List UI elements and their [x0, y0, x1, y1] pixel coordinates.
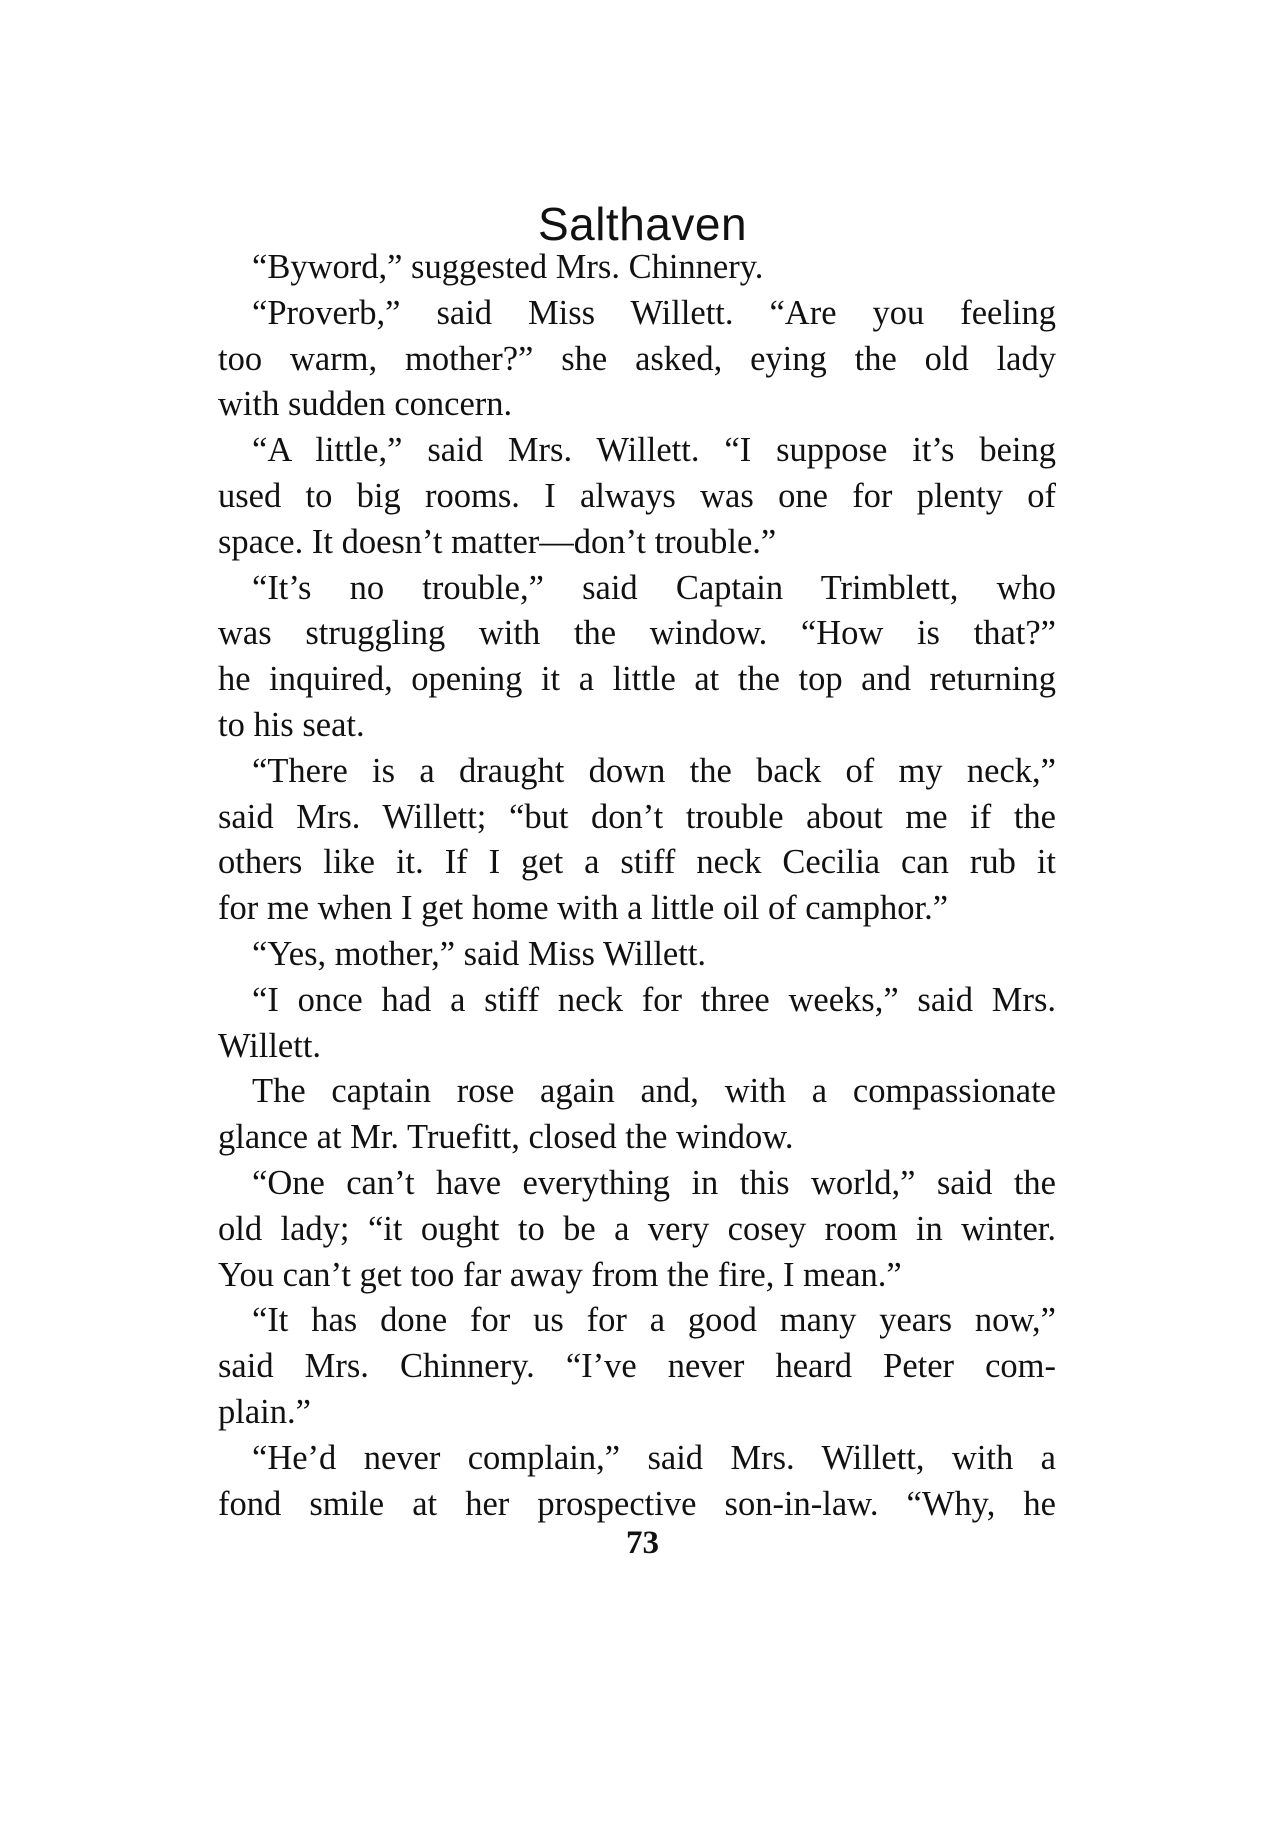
text-line: “A little,” said Mrs. Willett. “I suppose it’s being	[252, 431, 1056, 470]
text-line: “He’d never complain,” said Mrs. Willett, with a	[252, 1438, 1056, 1477]
text-line: “It’s no trouble,” said Captain Trimblett, who	[252, 568, 1056, 607]
text-line: for me when I get home with a little oil of camphor.”	[218, 889, 949, 928]
text-line: space. It doesn’t matter—don’t trouble.”	[218, 522, 777, 561]
paragraph	[218, 978, 1056, 1070]
text-line: “Byword,” suggested Mrs. Chinnery.	[252, 248, 764, 286]
text-line: “It has done for us for a good many years now,”	[252, 1301, 1056, 1340]
paragraph	[218, 245, 1056, 291]
text-line: others like it. If I get a stiff neck Cecilia can rub it	[218, 843, 1056, 882]
text-line: to his seat.	[218, 705, 365, 744]
text-line: glance at Mr. Truefitt, closed the window.	[218, 1118, 794, 1157]
paragraph	[218, 1161, 1056, 1298]
text-line: Willett.	[218, 1026, 322, 1065]
paragraph	[218, 1436, 1056, 1528]
text-line: “One can’t have everything in this world,” said the	[252, 1163, 1056, 1202]
text-line: with sudden concern.	[218, 385, 513, 424]
text-line: “Proverb,” said Miss Willett. “Are you feeling	[252, 293, 1056, 332]
text-line: old lady; “it ought to be a very cosey room in winter.	[218, 1209, 1056, 1248]
text-line: plain.”	[218, 1392, 311, 1431]
text-line: said Mrs. Chinnery. “I’ve never heard Peter com-	[218, 1347, 1056, 1386]
paragraph	[218, 566, 1056, 749]
text-line: he inquired, opening it a little at the top and returning	[218, 660, 1056, 699]
text-line: “I once had a stiff neck for three weeks,” said Mrs.	[252, 980, 1056, 1019]
paragraph	[218, 932, 1056, 978]
body-text	[218, 245, 1056, 1527]
text-line: used to big rooms. I always was one for plenty of	[218, 476, 1056, 515]
text-line: The captain rose again and, with a compassionate	[252, 1072, 1056, 1111]
page-number: 73	[626, 1525, 659, 1561]
paragraph	[218, 428, 1056, 565]
paragraph	[218, 1298, 1056, 1435]
running-head: Salthaven	[537, 198, 748, 250]
text-line: You can’t get too far away from the fire, I mean.”	[218, 1255, 902, 1294]
text-line: “There is a draught down the back of my neck,”	[252, 751, 1056, 790]
text-line: was struggling with the window. “How is that?”	[218, 614, 1056, 653]
paragraph	[218, 749, 1056, 932]
paragraph	[218, 1069, 1056, 1161]
text-line: “Yes, mother,” said Miss Willett.	[252, 934, 707, 973]
text-line: said Mrs. Willett; “but don’t trouble about me if the	[218, 797, 1056, 836]
paragraph	[218, 291, 1056, 428]
text-line: too warm, mother?” she asked, eying the old lady	[218, 339, 1056, 378]
text-line: fond smile at her prospective son-in-law. “Why, he	[218, 1484, 1056, 1523]
